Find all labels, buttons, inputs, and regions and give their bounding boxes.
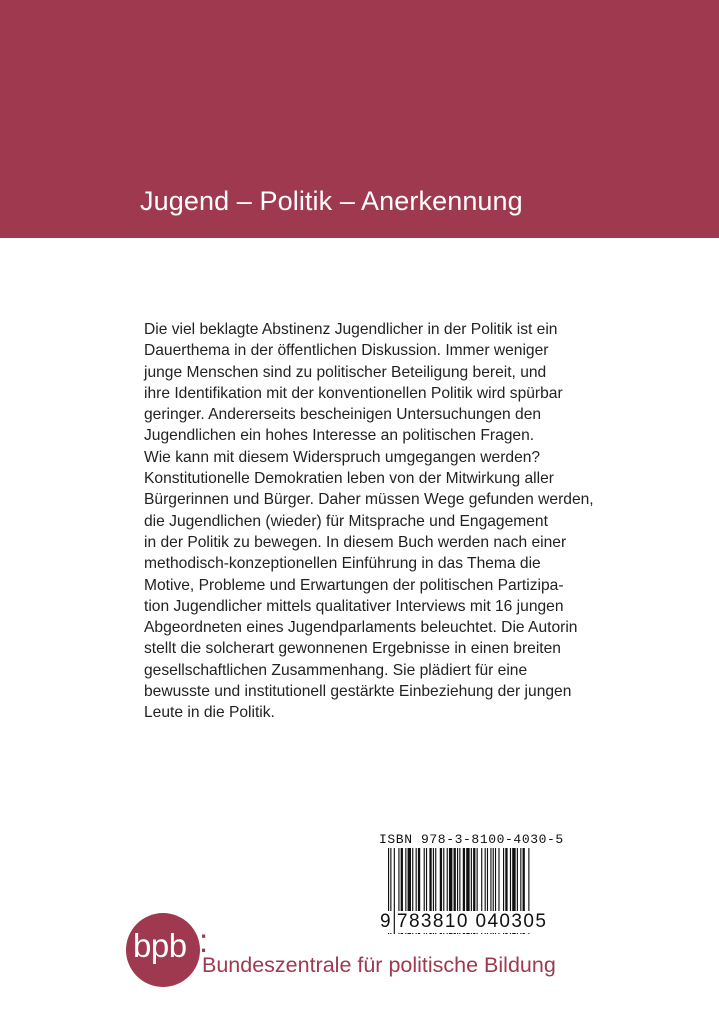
blurb-line: Wie kann mit diesem Widerspruch umgegangen werden? bbox=[144, 448, 541, 466]
bpb-logo-text: bpb bbox=[133, 927, 187, 964]
publisher-name: Bundeszentrale für politische Bildung bbox=[202, 953, 556, 977]
blurb-line: tion Jugendlicher mittels qualitativer Interviews mit 16 jungen bbox=[144, 597, 564, 615]
blurb-line: bewusste und institutionell gestärkte Einbeziehung der jungen bbox=[144, 683, 572, 701]
blurb-line: junge Menschen sind zu politischer Beteiligung bereit, und bbox=[144, 363, 547, 381]
blurb-line: die Jugendlichen (wieder) für Mitsprache und Engagement bbox=[144, 512, 548, 530]
blurb-line: Dauerthema in der öffentlichen Diskussion. Immer weniger bbox=[144, 342, 549, 360]
book-title: Jugend – Politik – Anerkennung bbox=[140, 186, 523, 216]
blurb-text bbox=[144, 319, 594, 724]
blurb-line: gesellschaftlichen Zusammenhang. Sie plädiert für eine bbox=[144, 661, 528, 679]
blurb-line: stellt die solcherart gewonnenen Ergebnisse in einen breiten bbox=[144, 640, 561, 658]
blurb-line: Jugendlichen ein hohes Interesse an politischen Fragen. bbox=[144, 427, 535, 445]
blurb-line: Abgeordneten eines Jugendparlaments beleuchtet. Die Autorin bbox=[144, 619, 578, 637]
barcode-digits bbox=[378, 911, 548, 935]
blurb-line: Konstitutionelle Demokratien leben von der Mitwirkung aller bbox=[144, 470, 554, 488]
blurb-line: Motive, Probleme und Erwartungen der politischen Partizipa- bbox=[144, 576, 564, 594]
blurb-line: Die viel beklagte Abstinenz Jugendlicher in der Politik ist ein bbox=[144, 321, 558, 338]
barcode-digits-rest: 783810 040305 bbox=[397, 911, 548, 932]
blurb-line: ihre Identifikation mit der konventionellen Politik wird spürbar bbox=[144, 384, 563, 402]
blurb-line: in der Politik zu bewegen. In diesem Buch werden nach einer bbox=[144, 533, 567, 551]
isbn-label: ISBN 978-3-8100-4030-5 bbox=[379, 832, 564, 847]
blurb-line: methodisch-konzeptionellen Einführung in das Thema die bbox=[144, 555, 541, 573]
blurb-line: Leute in die Politik. bbox=[144, 704, 275, 722]
blurb-line: Bürgerinnen und Bürger. Daher müssen Wege gefunden werden, bbox=[144, 491, 594, 509]
bpb-logo-colon: : bbox=[199, 922, 209, 959]
barcode-digit-first: 9 bbox=[380, 911, 391, 932]
blurb-line: geringer. Andererseits bescheinigen Untersuchungen den bbox=[144, 406, 542, 424]
